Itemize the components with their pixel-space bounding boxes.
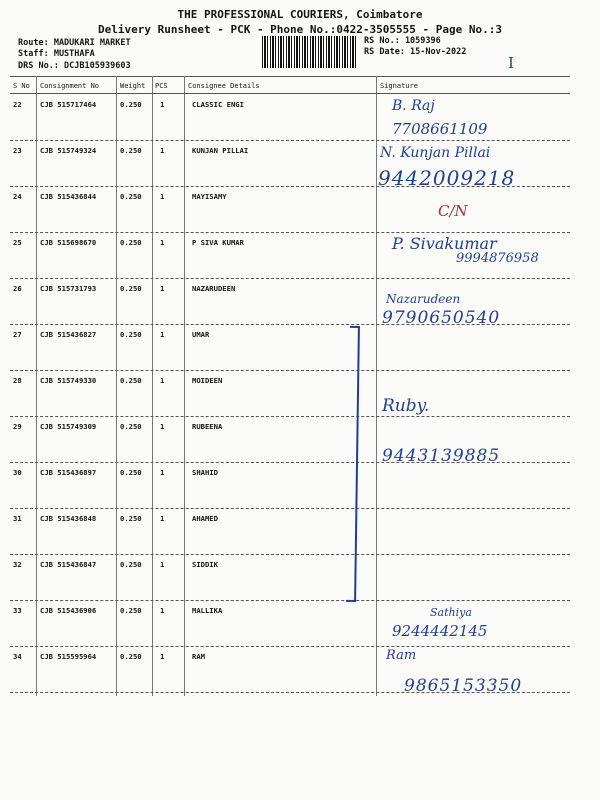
row-consignment-no: CJB 515436897 <box>40 468 97 477</box>
row-pcs: 1 <box>160 422 165 431</box>
row-consignee: SIDDIK <box>192 560 218 569</box>
row-consignment-no: CJB 515749324 <box>40 146 97 155</box>
row-consignee: SHAHID <box>192 468 218 477</box>
row-weight: 0.250 <box>120 514 142 523</box>
row-consignment-no: CJB 515436844 <box>40 192 97 201</box>
row-sno: 24 <box>13 192 22 201</box>
hw-phone-25: 9994876958 <box>456 251 539 266</box>
row-sno: 26 <box>13 284 22 293</box>
row-divider <box>10 554 570 555</box>
header-company: THE PROFESSIONAL COURIERS, Coimbatore <box>177 8 423 21</box>
row-weight: 0.250 <box>120 376 142 385</box>
row-weight: 0.250 <box>120 652 142 661</box>
row-consignment-no: CJB 515698670 <box>40 238 97 247</box>
col-header-consignee: Consignee Details <box>188 82 260 90</box>
row-consignment-no: CJB 515436827 <box>40 330 97 339</box>
hw-phone-23: 9442009218 <box>378 166 516 190</box>
row-sno: 27 <box>13 330 22 339</box>
col-divider <box>36 76 37 696</box>
hw-sig-22: B. Raj <box>392 98 435 114</box>
row-pcs: 1 <box>160 514 165 523</box>
hw-sig-29: Ruby. <box>382 396 430 416</box>
rs-no: RS No.: 1059396 <box>364 36 441 46</box>
row-consignment-no: CJB 515436847 <box>40 560 97 569</box>
row-weight: 0.250 <box>120 468 142 477</box>
row-divider <box>10 140 570 141</box>
hw-phone-26: 9790650540 <box>382 308 501 328</box>
row-divider <box>10 600 570 601</box>
row-consignee: MAYISAMY <box>192 192 227 201</box>
route-label: Route: MADUKARI MARKET <box>18 38 131 48</box>
hw-note-24: C/N <box>438 202 468 220</box>
row-divider <box>10 646 570 647</box>
hw-sig-23: N. Kunjan Pillai <box>380 145 491 161</box>
row-divider <box>10 416 570 417</box>
row-pcs: 1 <box>160 376 165 385</box>
row-weight: 0.250 <box>120 100 142 109</box>
row-divider <box>10 278 570 279</box>
row-weight: 0.250 <box>120 422 142 431</box>
row-weight: 0.250 <box>120 330 142 339</box>
header-divider <box>10 93 570 94</box>
row-pcs: 1 <box>160 330 165 339</box>
col-header-consignment: Consignment No <box>40 82 100 90</box>
row-weight: 0.250 <box>120 284 142 293</box>
row-sno: 33 <box>13 606 22 615</box>
col-divider <box>376 76 377 696</box>
row-consignee: P SIVA KUMAR <box>192 238 244 247</box>
header-subtitle: Delivery Runsheet - PCK - Phone No.:0422-3505555 - Page No.:3 <box>98 23 502 36</box>
row-pcs: 1 <box>160 468 165 477</box>
row-sno: 31 <box>13 514 22 523</box>
row-consignee: RAM <box>192 652 205 661</box>
col-header-pcs: PCS <box>155 82 168 90</box>
row-consignment-no: CJB 515717464 <box>40 100 97 109</box>
hw-phone-29: 9443139885 <box>382 446 501 466</box>
barcode <box>262 36 358 68</box>
row-consignee: MALLIKA <box>192 606 223 615</box>
row-sno: 28 <box>13 376 22 385</box>
hw-sig-25: P. Sivakumar <box>392 234 497 253</box>
staff-label: Staff: MUSTHAFA <box>18 49 95 59</box>
row-consignee: MOIDEEN <box>192 376 223 385</box>
hw-sig-34: Ram <box>386 648 417 663</box>
hw-sig-33: Sathiya <box>430 606 472 619</box>
hw-phone-33: 9244442145 <box>392 622 488 640</box>
row-pcs: 1 <box>160 192 165 201</box>
row-sno: 23 <box>13 146 22 155</box>
hw-sig-26: Nazarudeen <box>386 292 461 306</box>
col-divider <box>116 76 117 696</box>
row-consignment-no: CJB 515436848 <box>40 514 97 523</box>
row-pcs: 1 <box>160 652 165 661</box>
row-sno: 22 <box>13 100 22 109</box>
row-consignee: AHAMED <box>192 514 218 523</box>
bracket-mark <box>354 326 360 602</box>
row-sno: 30 <box>13 468 22 477</box>
col-header-weight: Weight <box>120 82 146 90</box>
row-divider <box>10 370 570 371</box>
row-sno: 25 <box>13 238 22 247</box>
rs-date: RS Date: 15-Nov-2022 <box>364 47 467 57</box>
row-sno: 29 <box>13 422 22 431</box>
row-sno: 34 <box>13 652 22 661</box>
row-weight: 0.250 <box>120 560 142 569</box>
row-pcs: 1 <box>160 238 165 247</box>
corner-mark: I <box>508 54 514 72</box>
row-divider <box>10 508 570 509</box>
row-consignee: KUNJAN PILLAI <box>192 146 249 155</box>
row-weight: 0.250 <box>120 606 142 615</box>
row-weight: 0.250 <box>120 238 142 247</box>
col-header-sno: S No <box>13 82 30 90</box>
row-consignee: UMAR <box>192 330 210 339</box>
row-pcs: 1 <box>160 606 165 615</box>
row-pcs: 1 <box>160 560 165 569</box>
row-weight: 0.250 <box>120 146 142 155</box>
drs-label: DRS No.: DCJB105939603 <box>18 61 131 71</box>
row-pcs: 1 <box>160 284 165 293</box>
row-consignee: RUBEENA <box>192 422 223 431</box>
row-consignment-no: CJB 515749309 <box>40 422 97 431</box>
col-header-signature: Signature <box>380 82 418 90</box>
row-consignment-no: CJB 515595964 <box>40 652 97 661</box>
row-pcs: 1 <box>160 146 165 155</box>
table-top-line <box>10 76 570 77</box>
row-consignee: CLASSIC ENGI <box>192 100 244 109</box>
hw-phone-34: 9865153350 <box>404 676 523 696</box>
row-consignment-no: CJB 515731793 <box>40 284 97 293</box>
row-sno: 32 <box>13 560 22 569</box>
row-pcs: 1 <box>160 100 165 109</box>
col-divider <box>184 76 185 696</box>
col-divider <box>152 76 153 696</box>
row-weight: 0.250 <box>120 192 142 201</box>
row-consignee: NAZARUDEEN <box>192 284 236 293</box>
hw-phone-22: 7708661109 <box>392 120 488 138</box>
row-divider <box>10 232 570 233</box>
row-consignment-no: CJB 515749330 <box>40 376 97 385</box>
row-consignment-no: CJB 515436906 <box>40 606 97 615</box>
